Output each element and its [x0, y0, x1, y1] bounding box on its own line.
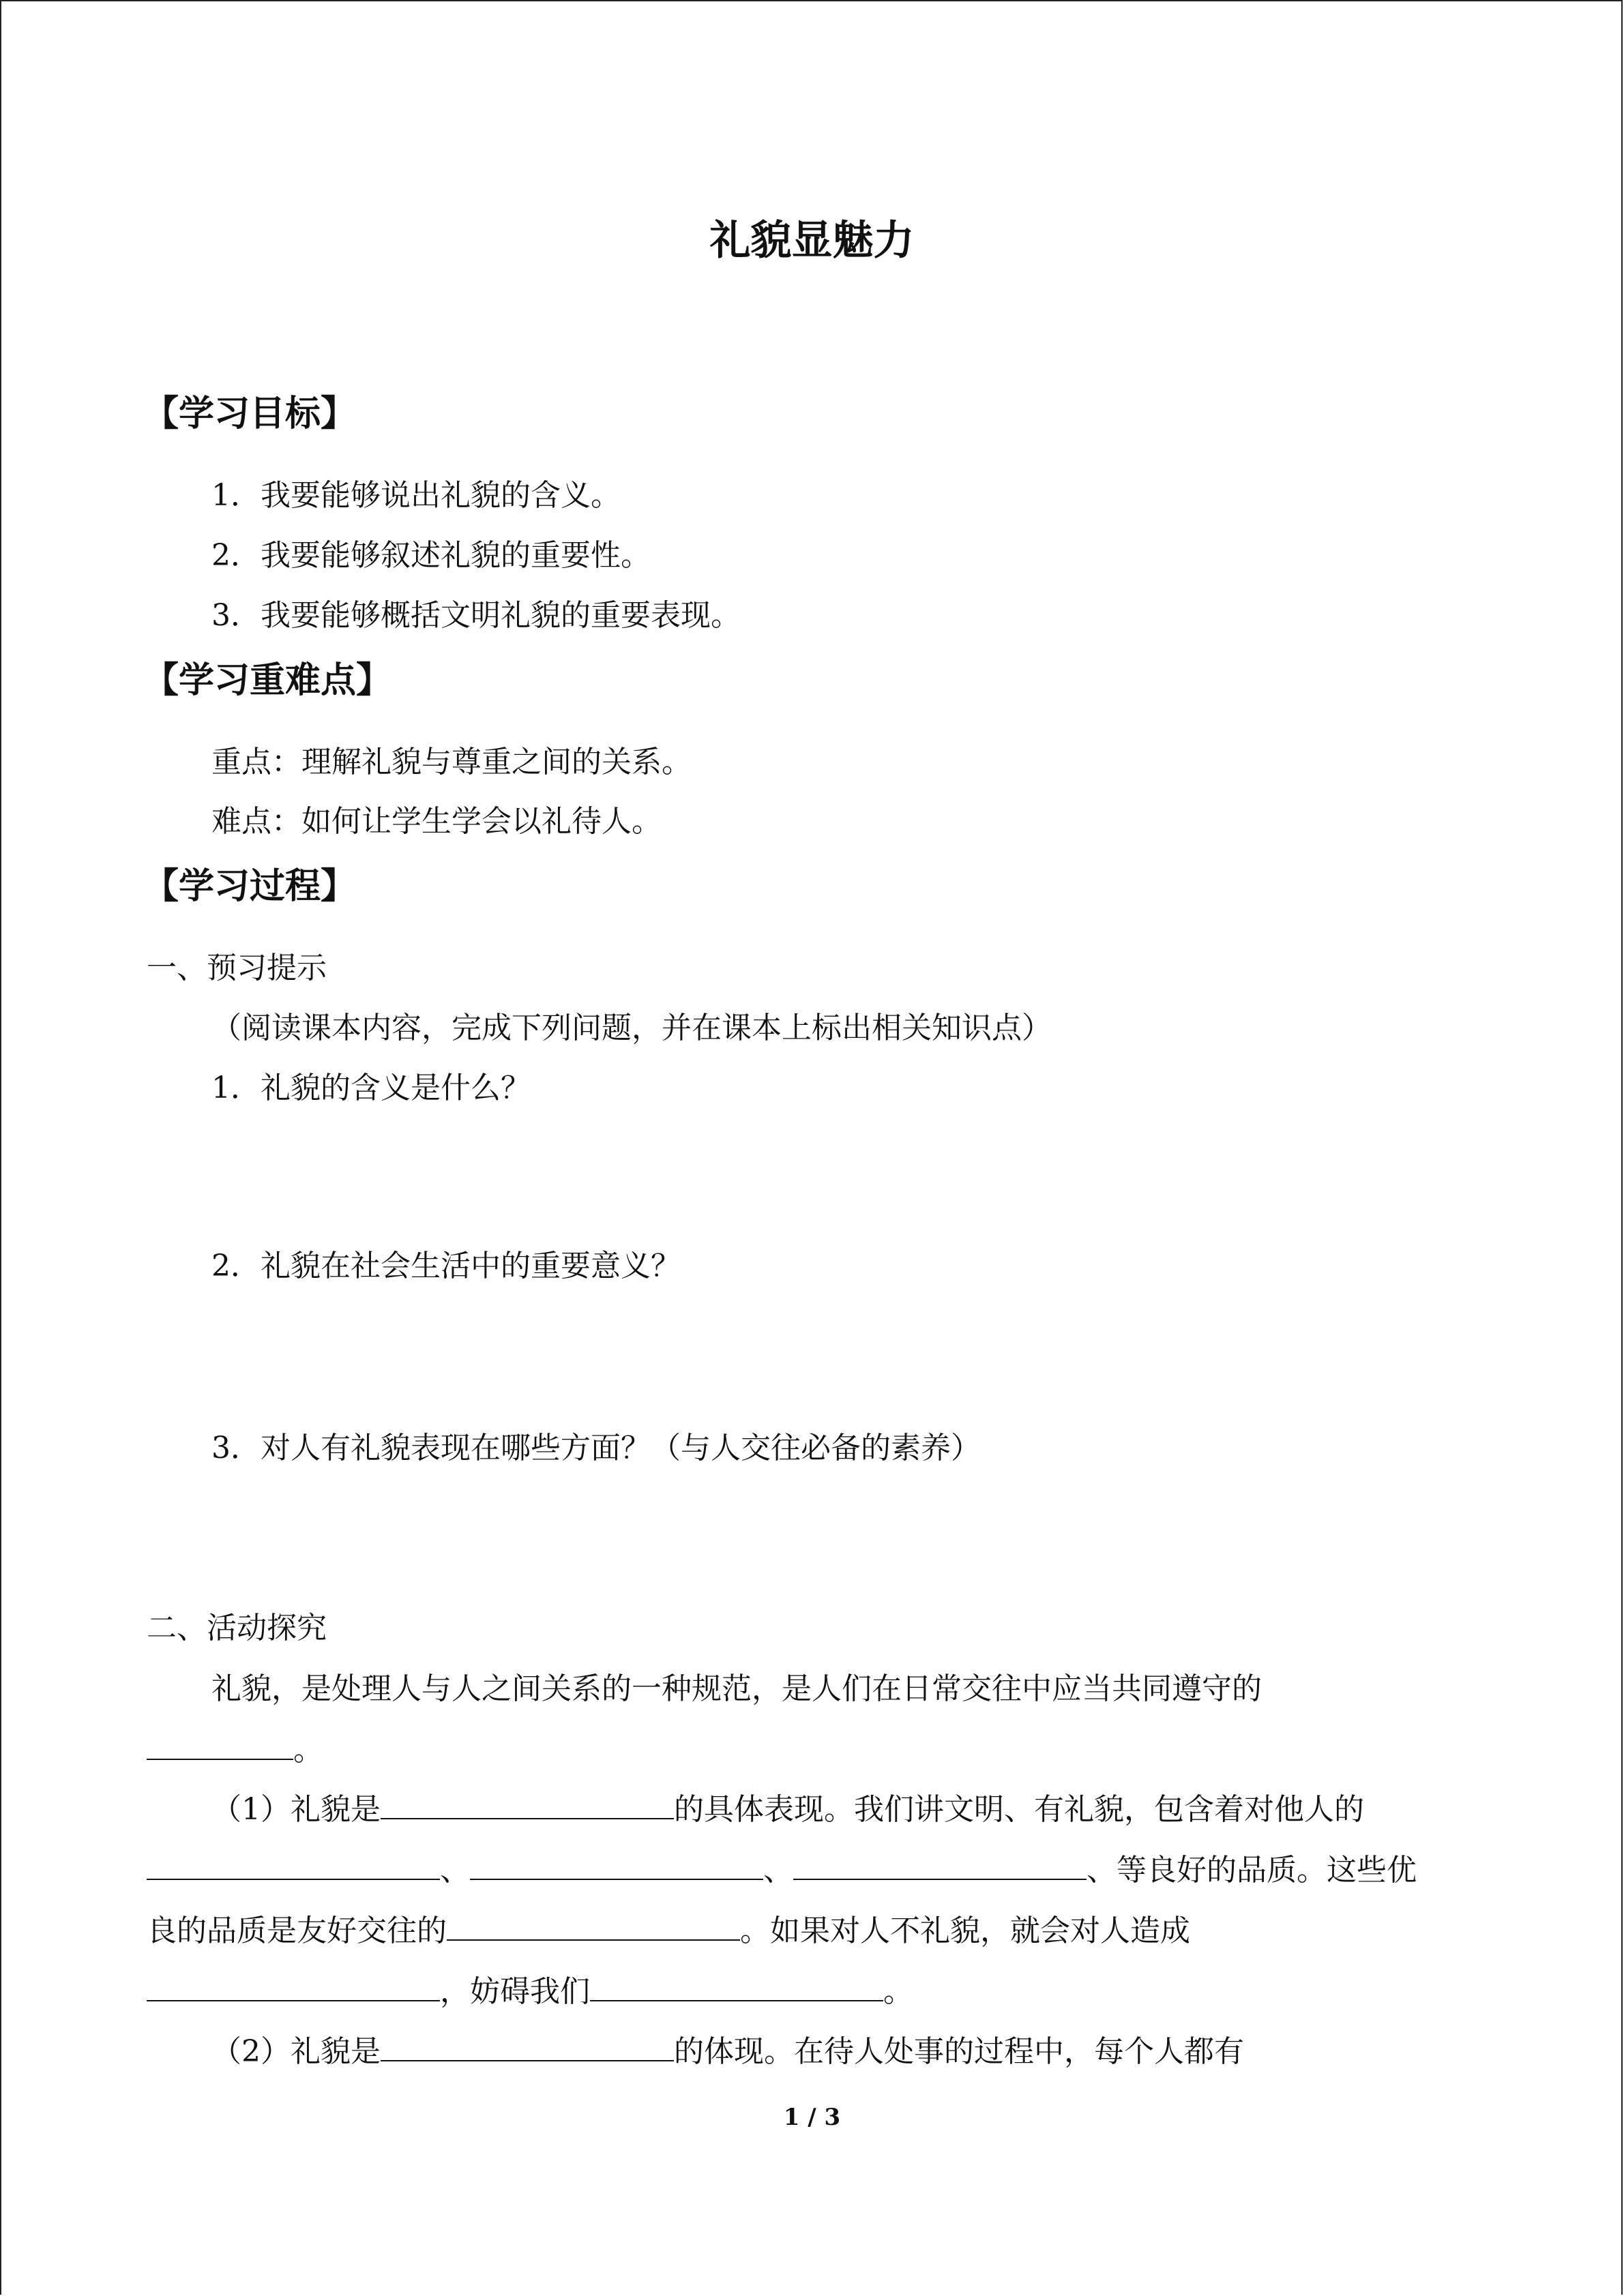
preview-question: 2．礼貌在社会生活中的重要意义？	[211, 1249, 681, 1283]
preview-question: 1．礼貌的含义是什么？	[211, 1071, 531, 1105]
fill-in-blank[interactable]	[793, 1849, 1087, 1880]
difficulty-point: 难点：如何让学生学会以礼待人。	[211, 804, 662, 839]
activity-intro: 礼貌，是处理人与人之间关系的一种规范，是人们在日常交往中应当共同遵守的	[211, 1671, 1262, 1706]
goal-item: 1．我要能够说出礼貌的含义。	[211, 478, 621, 513]
activity-paragraph-1-line-1: （1）礼貌是 的具体表现。我们讲文明、有礼貌，包含着对他人的	[211, 1788, 1364, 1830]
preview-question: 3．对人有礼貌表现在哪些方面？（与人交往必备的素养）	[211, 1431, 981, 1465]
preview-heading: 一、预习提示	[147, 951, 327, 985]
activity-paragraph-1-line-2: 、 、 、等良好的品质。这些优	[147, 1849, 1417, 1891]
goal-item: 3．我要能够概括文明礼貌的重要表现。	[211, 598, 741, 633]
fill-in-blank[interactable]	[147, 1849, 440, 1880]
fill-in-blank[interactable]	[381, 1788, 674, 1819]
fill-in-blank[interactable]	[147, 1729, 293, 1760]
activity-intro-blank-line: 。	[147, 1729, 323, 1771]
activity-paragraph-1-line-4: ，妨碍我们 。	[147, 1970, 913, 2012]
section-heading-goals: 【学习目标】	[143, 393, 357, 434]
focus-point: 重点：理解礼貌与尊重之间的关系。	[211, 745, 692, 779]
preview-note: （阅读课本内容，完成下列问题，并在课本上标出相关知识点）	[211, 1011, 1052, 1045]
activity-heading: 二、活动探究	[147, 1611, 327, 1645]
fill-in-blank[interactable]	[147, 1970, 440, 2001]
fill-in-blank[interactable]	[470, 1849, 763, 1880]
goal-item: 2．我要能够叙述礼貌的重要性。	[211, 538, 651, 573]
document-title: 礼貌显魅力	[709, 217, 915, 265]
section-heading-process: 【学习过程】	[143, 866, 357, 907]
activity-paragraph-2-line-1: （2）礼貌是 的体现。在待人处事的过程中，每个人都有	[211, 2030, 1244, 2072]
activity-paragraph-1-line-3: 良的品质是友好交往的 。如果对人不礼貌，就会对人造成	[147, 1909, 1190, 1952]
fill-in-blank[interactable]	[381, 2030, 674, 2061]
fill-in-blank[interactable]	[590, 1970, 883, 2001]
section-heading-key-points: 【学习重难点】	[143, 660, 392, 701]
page-number: 1 / 3	[783, 2104, 841, 2131]
fill-in-blank[interactable]	[447, 1909, 740, 1941]
